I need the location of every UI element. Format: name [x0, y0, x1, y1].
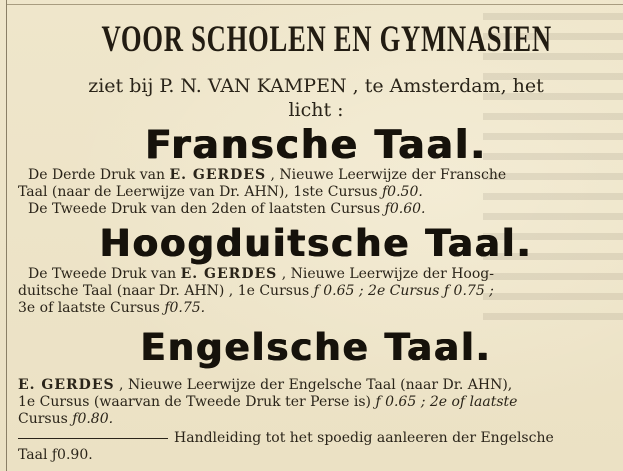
text-run: Cursus [18, 411, 73, 427]
price: ƒ0.80. [72, 411, 114, 427]
text-run: 3e of laatste Cursus [18, 300, 165, 316]
text-run: De Derde Druk van [28, 167, 170, 183]
text-run: De Tweede Druk van den 2den of laatsten Cursus [28, 201, 385, 217]
price: ƒ 0.65 ; 2e Cursus ƒ 0.75 ; [313, 283, 494, 299]
text-run: , Nieuwe Leerwijze der Engelsche Taal (naar Dr. AHN), [114, 377, 513, 393]
text-run: duitsche Taal (naar Dr. AHN) , 1e Cursus [18, 283, 314, 299]
author-name: E. GERDES [18, 377, 115, 393]
text-run: , Nieuwe Leerwijze der Fransche [266, 167, 507, 183]
body-line [18, 184, 614, 201]
footer-line-1 [18, 430, 614, 447]
price: ƒ 0.65 ; 2e of laatste [375, 394, 518, 410]
author-name: E. GERDES [169, 167, 267, 183]
author-name: E. GERDES [180, 266, 278, 282]
dash-rule [18, 438, 168, 439]
body-line [18, 201, 614, 218]
text-run: , Nieuwe Leerwijze der Hoog- [277, 266, 494, 282]
body-line [18, 300, 614, 317]
body-line [18, 266, 614, 283]
price: ƒ0.60. [384, 201, 426, 217]
section-title-english: Engelsche Taal. [140, 326, 492, 369]
section-body-english [18, 377, 614, 464]
section-body-german [18, 266, 614, 317]
text-run: Handleiding tot het spoedig aanleeren der Engelsche [174, 430, 554, 446]
text-run: Taal (naar de Leerwijze van Dr. AHN), 1ste Cursus [18, 184, 382, 200]
text-run: 1e Cursus (waarvan de Tweede Druk ter Perse is) [18, 394, 376, 410]
body-line [18, 394, 614, 411]
footer-line-2: Taal ƒ0.90. [18, 447, 93, 463]
body-line [18, 377, 614, 394]
left-column-rule [6, 0, 7, 471]
text-run: De Tweede Druk van [28, 266, 181, 282]
intro-line-2: licht : [288, 99, 344, 121]
price: ƒ0.50. [382, 184, 423, 200]
section-title-french: Fransche Taal. [145, 123, 487, 168]
body-line [18, 167, 614, 184]
body-line [18, 411, 614, 428]
intro-line-1: ziet bij P. N. VAN KAMPEN , te Amsterdam, het [88, 75, 544, 97]
section-title-german: Hoogduitsche Taal. [99, 222, 533, 265]
top-rule [6, 4, 623, 5]
publisher-intro [18, 74, 614, 122]
body-line [18, 283, 614, 300]
price: ƒ0.75. [164, 300, 206, 316]
advertisement-heading: VOOR SCHOLEN EN GYMNASIEN [101, 19, 552, 60]
section-body-french [18, 167, 614, 218]
